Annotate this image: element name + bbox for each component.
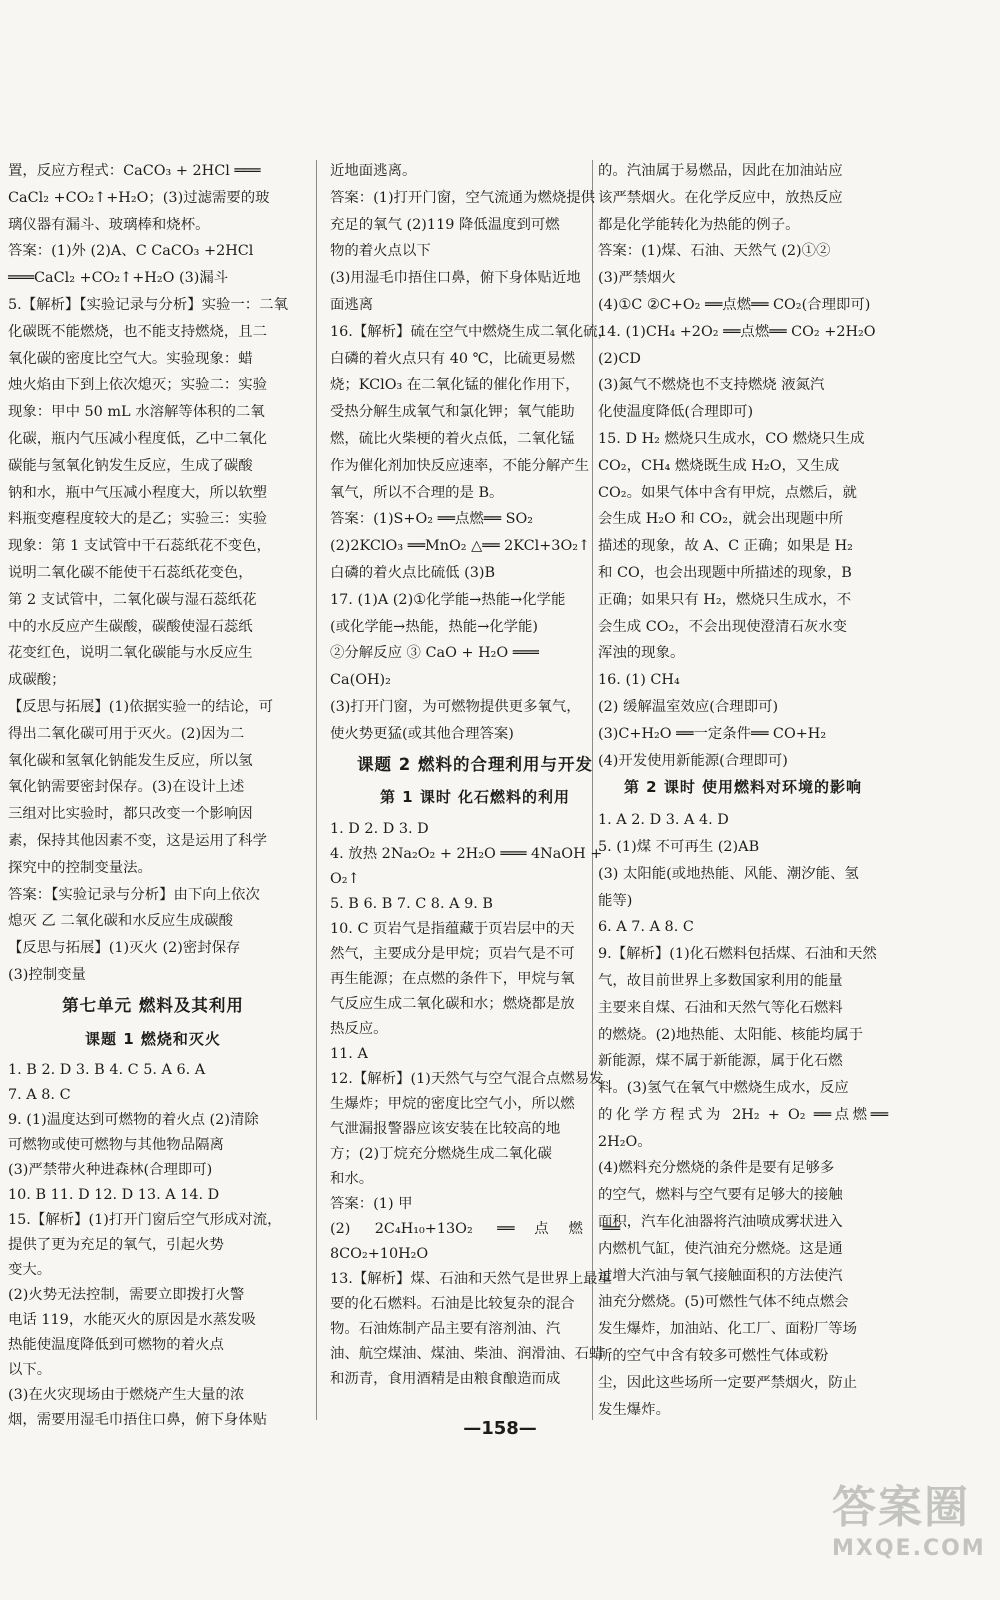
text-line: 以下。 (8, 1362, 52, 1379)
text-line: 10. C 页岩气是指蕴藏于页岩层中的天 (330, 921, 575, 938)
text-line: 15.【解析】(1)打开门窗后空气形成对流， (8, 1212, 282, 1229)
text-line: ═══CaCl₂ +CO₂↑+H₂O (3)漏斗 (8, 270, 229, 287)
text-line: (3)打开门窗，为可燃物提供更多氧气， (330, 698, 581, 715)
text-line: 料。(3)氢气在氧气中燃烧生成水，反应 (598, 1080, 849, 1097)
text-line: 近地面逃离。 (330, 163, 417, 179)
left-column (8, 158, 298, 1433)
text-line: 都是化学能转化为热能的例子。 (598, 216, 800, 233)
text-line: (2)2KClO₃ ══MnO₂ △══ 2KCl+3O₂↑ (330, 538, 591, 555)
text-line: 充足的氧气 (2)119 降低温度到可燃 (330, 216, 560, 233)
text-line: 方；(2)丁烷充分燃烧生成二氧化碳 (330, 1146, 552, 1163)
text-line: 15. D H₂ 燃烧只生成水，CO 燃烧只生成 (598, 430, 865, 447)
text-line: 面逃离 (330, 296, 374, 313)
text-line: 热反应。 (330, 1021, 388, 1038)
text-line: (4)燃料充分燃烧的条件是要有足够多 (598, 1160, 835, 1177)
text-line: 5.【解析】【实验记录与分析】实验一：二氧 (8, 296, 288, 313)
text-line: CO₂。如果气体中含有甲烷，点燃后，就 (598, 484, 857, 501)
text-line: 三组对比实验时，都只改变一个影响因 (8, 806, 253, 823)
text-line: 氧化碳和氢氧化钠能发生反应，所以氢 (8, 752, 253, 769)
text-line: 使火势更猛(或其他合理答案) (330, 725, 514, 742)
text-line: 会生成 H₂O 和 CO₂，就会出现题中所 (598, 511, 844, 528)
text-line: 烧；KClO₃ 在二氧化锰的催化作用下， (330, 377, 580, 394)
text-line: 面积，汽车化油器将汽油喷成雾状进入 (598, 1214, 843, 1231)
text-line: ②分解反应 ③ CaO + H₂O ═══ (330, 645, 539, 662)
text-line: Ca(OH)₂ (330, 672, 391, 689)
text-line: (2) 2C₄H₁₀+13O₂ ══点燃══ 8CO₂+10H₂O (330, 1221, 620, 1263)
text-line: 成碳酸； (8, 672, 66, 689)
text-line: 物的着火点以下 (330, 243, 431, 260)
text-line: 熄灭 乙 二氧化碳和水反应生成碳酸 (8, 913, 234, 930)
text-line: 现象：甲中 50 mL 水溶解等体积的二氧 (8, 404, 265, 421)
text-line: 热能使温度降低到可燃物的着火点 (8, 1337, 224, 1354)
text-line: 11. A (330, 1046, 368, 1063)
text-line: 说明二氧化碳不能使干石蕊纸花变色， (8, 564, 253, 581)
text-line: 钠和水，瓶中气压减小程度大，所以软塑 (8, 484, 268, 501)
text-line: (3)用湿毛巾捂住口鼻，俯下身体贴近地 (330, 270, 581, 287)
lesson-title: 课题 2 燃料的合理利用与开发 (357, 754, 593, 774)
text-line: 再生能源；在点燃的条件下，甲烷与氧 (330, 971, 575, 988)
text-line: 可燃物或使可燃物与其他物品隔离 (8, 1137, 224, 1154)
text-line: (4)①C ②C+O₂ ══点燃══ CO₂(合理即可) (598, 296, 871, 313)
text-line: 该严禁烟火。在化学反应中，放热反应 (598, 189, 843, 206)
text-line: 油充分燃烧。(5)可燃性气体不纯点燃会 (598, 1294, 849, 1311)
text-line: 第 2 支试管中，二氧化碳与湿石蕊纸花 (8, 591, 257, 608)
text-line: (3)氮气不燃烧也不支持燃烧 液氮汽 (598, 377, 825, 394)
text-line: CO₂，CH₄ 燃烧既生成 H₂O，又生成 (598, 457, 840, 474)
text-line: 要的化石燃料。石油是比较复杂的混合 (330, 1296, 575, 1313)
lesson-title: 课题 1 燃烧和灭火 (85, 1029, 221, 1048)
text-line: 化碳既不能燃烧，也不能支持燃烧，且二 (8, 323, 268, 340)
text-line: 烟，需要用湿毛巾捂住口鼻，俯下身体贴 (8, 1412, 268, 1429)
text-line: 6. A 7. A 8. C (598, 919, 694, 936)
watermark-site: MXQE.COM (832, 1536, 986, 1561)
text-line: 提供了更为充足的氧气，引起火势 (8, 1237, 224, 1254)
text-line: 5. (1)煤 不可再生 (2)AB (598, 838, 760, 855)
text-line: 答案：(1)打开门窗，空气流通为燃烧提供 (330, 189, 596, 206)
text-line: 的燃烧。(2)地热能、太阳能、核能均属于 (598, 1026, 864, 1043)
text-line: 探究中的控制变量法。 (8, 859, 152, 876)
text-line: 受热分解生成氧气和氯化钾；氧气能助 (330, 404, 575, 421)
text-line: 化碳，瓶内气压减小程度低，乙中二氧化 (8, 430, 268, 447)
text-line: (3)C+H₂O ══一定条件══ CO+H₂ (598, 725, 827, 742)
middle-column (330, 158, 620, 1392)
text-line: 正确；如果只有 H₂，燃烧只生成水，不 (598, 591, 852, 608)
text-line: (2)CD (598, 350, 641, 367)
text-line: 1. B 2. D 3. B 4. C 5. A 6. A (8, 1062, 206, 1079)
text-line: 答案：(1)外 (2)A、C CaCO₃ +2HCl (8, 243, 254, 260)
text-line: 璃仪器有漏斗、玻璃棒和烧杯。 (8, 216, 210, 233)
text-line: 过增大汽油与氧气接触面积的方法使汽 (598, 1267, 843, 1284)
text-line: CaCl₂ +CO₂↑+H₂O；(3)过滤需要的玻 (8, 189, 270, 206)
text-line: 物。石油炼制产品主要有溶剂油、汽 (330, 1321, 561, 1338)
text-line: 发生爆炸，加油站、化工厂、面粉厂等场 (598, 1321, 858, 1338)
text-line: 17. (1)A (2)①化学能→热能→化学能 (330, 591, 566, 608)
text-line: 白磷的着火点只有 40 ℃，比硫更易燃 (330, 350, 576, 367)
text-line: 置，反应方程式：CaCO₃ + 2HCl ═══ (8, 163, 261, 179)
text-line: 白磷的着火点比硫低 (3)B (330, 564, 496, 581)
text-line: 描述的现象，故 A、C 正确；如果是 H₂ (598, 538, 853, 555)
unit-title: 第七单元 燃料及其利用 (62, 995, 244, 1015)
text-line: 现象：第 1 支试管中干石蕊纸花不变色， (8, 538, 271, 555)
text-line: 氧气，所以不合理的是 B。 (330, 484, 504, 501)
text-line: (2) 缓解温室效应(合理即可) (598, 698, 779, 715)
watermark-logo (832, 1480, 986, 1580)
text-line: 13.【解析】煤、石油和天然气是世界上最重 (330, 1271, 612, 1288)
text-line: 16. (1) CH₄ (598, 672, 680, 689)
text-line: (4)开发使用新能源(合理即可) (598, 752, 788, 769)
text-line: 发生爆炸。 (598, 1401, 670, 1418)
text-line: 14. (1)CH₄ +2O₂ ══点燃══ CO₂ +2H₂O (598, 323, 876, 340)
text-line: 气，故目前世界上多数国家利用的能量 (598, 972, 843, 989)
text-line: 气泄漏报警器应该安装在比较高的地 (330, 1121, 561, 1138)
text-line: 花变红色，说明二氧化碳能与水反应生 (8, 645, 253, 662)
text-line: 12.【解析】(1)天然气与空气混合点燃易发 (330, 1071, 604, 1088)
period-title: 第 1 课时 化石燃料的利用 (379, 788, 571, 807)
text-line: 【反思与拓展】(1)灭火 (2)密封保存 (8, 940, 241, 957)
text-line: 的空气，燃料与空气要有足够大的接触 (598, 1187, 843, 1204)
page-number: —158— (463, 1418, 537, 1439)
text-line: 5. B 6. B 7. C 8. A 9. B (330, 896, 493, 913)
text-line: 素，保持其他因素不变，这是运用了科学 (8, 832, 268, 849)
text-line: 10. B 11. D 12. D 13. A 14. D (8, 1187, 220, 1204)
text-line: 化使温度降低(合理即可) (598, 404, 754, 421)
text-line: 和水。 (330, 1171, 374, 1188)
right-column (598, 158, 888, 1423)
text-line: (3) 太阳能(或地热能、风能、潮汐能、氢 (598, 865, 859, 882)
text-line: 料瓶变瘪程度较大的是乙；实验三：实验 (8, 511, 268, 528)
text-line: 主要来自煤、石油和天然气等化石燃料 (598, 999, 843, 1016)
text-line: (3)严禁带火种进森林(合理即可) (8, 1162, 213, 1179)
text-line: 和 CO，也会出现题中所描述的现象，B (598, 564, 852, 581)
text-line: 的化学方程式为 2H₂ + O₂ ══点燃══ 2H₂O。 (598, 1106, 888, 1150)
text-line: 16.【解析】硫在空气中燃烧生成二氧化硫， (330, 323, 612, 340)
text-line: 所的空气中含有较多可燃性气体或粉 (598, 1348, 829, 1365)
text-line: 能等) (598, 892, 633, 909)
text-line: 1. D 2. D 3. D (330, 821, 429, 838)
column-divider (316, 160, 317, 1420)
text-line: 答案：(1)煤、石油、天然气 (2)①② (598, 243, 831, 260)
text-line: O₂↑ (330, 871, 360, 888)
text-line: 浑浊的现象。 (598, 645, 685, 662)
text-line: 碳能与氢氧化钠发生反应，生成了碳酸 (8, 457, 253, 474)
text-line: 得出二氧化碳可用于灭火。(2)因为二 (8, 725, 245, 742)
text-line: 作为催化剂加快反应速率，不能分解产生 (330, 457, 590, 474)
text-line: 【反思与拓展】(1)依据实验一的结论，可 (8, 698, 274, 715)
text-line: (3)在火灾现场由于燃烧产生大量的浓 (8, 1387, 245, 1404)
text-line: 9.【解析】(1)化石燃料包括煤、石油和天然 (598, 946, 877, 963)
text-line: 4. 放热 2Na₂O₂ + 2H₂O ═══ 4NaOH + (330, 846, 603, 863)
text-line: 尘，因此这些场所一定要严禁烟火，防止 (598, 1374, 858, 1391)
text-line: 会生成 CO₂，不会出现使澄清石灰水变 (598, 618, 848, 635)
text-line: 氧化钠需要密封保存。(3)在设计上述 (8, 779, 245, 796)
text-line: 生爆炸；甲烷的密度比空气小，所以燃 (330, 1096, 575, 1113)
text-line: 7. A 8. C (8, 1087, 71, 1104)
watermark-text: 答案圈 (832, 1482, 970, 1533)
text-line: 烛火焰由下到上依次熄灭；实验二：实验 (8, 377, 268, 394)
text-line: 内燃机气缸，使汽油充分燃烧。这是通 (598, 1240, 843, 1257)
text-line: 答案：【实验记录与分析】由下向上依次 (8, 886, 260, 903)
text-line: 油、航空煤油、煤油、柴油、润滑油、石蜡 (330, 1346, 604, 1363)
text-line: 答案：(1) 甲 (330, 1196, 413, 1213)
text-line: 答案：(1)S+O₂ ══点燃══ SO₂ (330, 511, 534, 528)
text-line: 1. A 2. D 3. A 4. D (598, 812, 729, 829)
text-line: 变大。 (8, 1262, 52, 1279)
text-line: 电话 119，水能灭火的原因是水蒸发吸 (8, 1312, 256, 1329)
text-line: (或化学能→热能，热能→化学能) (330, 618, 539, 635)
text-line: 然气，主要成分是甲烷；页岩气是不可 (330, 946, 575, 963)
text-line: 中的水反应产生碳酸，碳酸使湿石蕊纸 (8, 618, 253, 635)
text-line: (3)控制变量 (8, 966, 86, 983)
text-line: 和沥青，食用酒精是由粮食酿造而成 (330, 1371, 561, 1388)
text-line: 燃，硫比火柴梗的着火点低，二氧化锰 (330, 430, 575, 447)
text-line: 的。汽油属于易燃品，因此在加油站应 (598, 163, 843, 179)
text-line: 9. (1)温度达到可燃物的着火点 (2)清除 (8, 1112, 259, 1129)
text-line: (3)严禁烟火 (598, 270, 676, 287)
text-line: 氧化碳的密度比空气大。实验现象：蜡 (8, 350, 253, 367)
period-title: 第 2 课时 使用燃料对环境的影响 (623, 778, 863, 797)
text-line: 气反应生成二氧化碳和水；燃烧都是放 (330, 996, 575, 1013)
text-line: (2)火势无法控制，需要立即拨打火警 (8, 1287, 245, 1304)
text-line: 新能源，煤不属于新能源，属于化石燃 (598, 1053, 843, 1070)
